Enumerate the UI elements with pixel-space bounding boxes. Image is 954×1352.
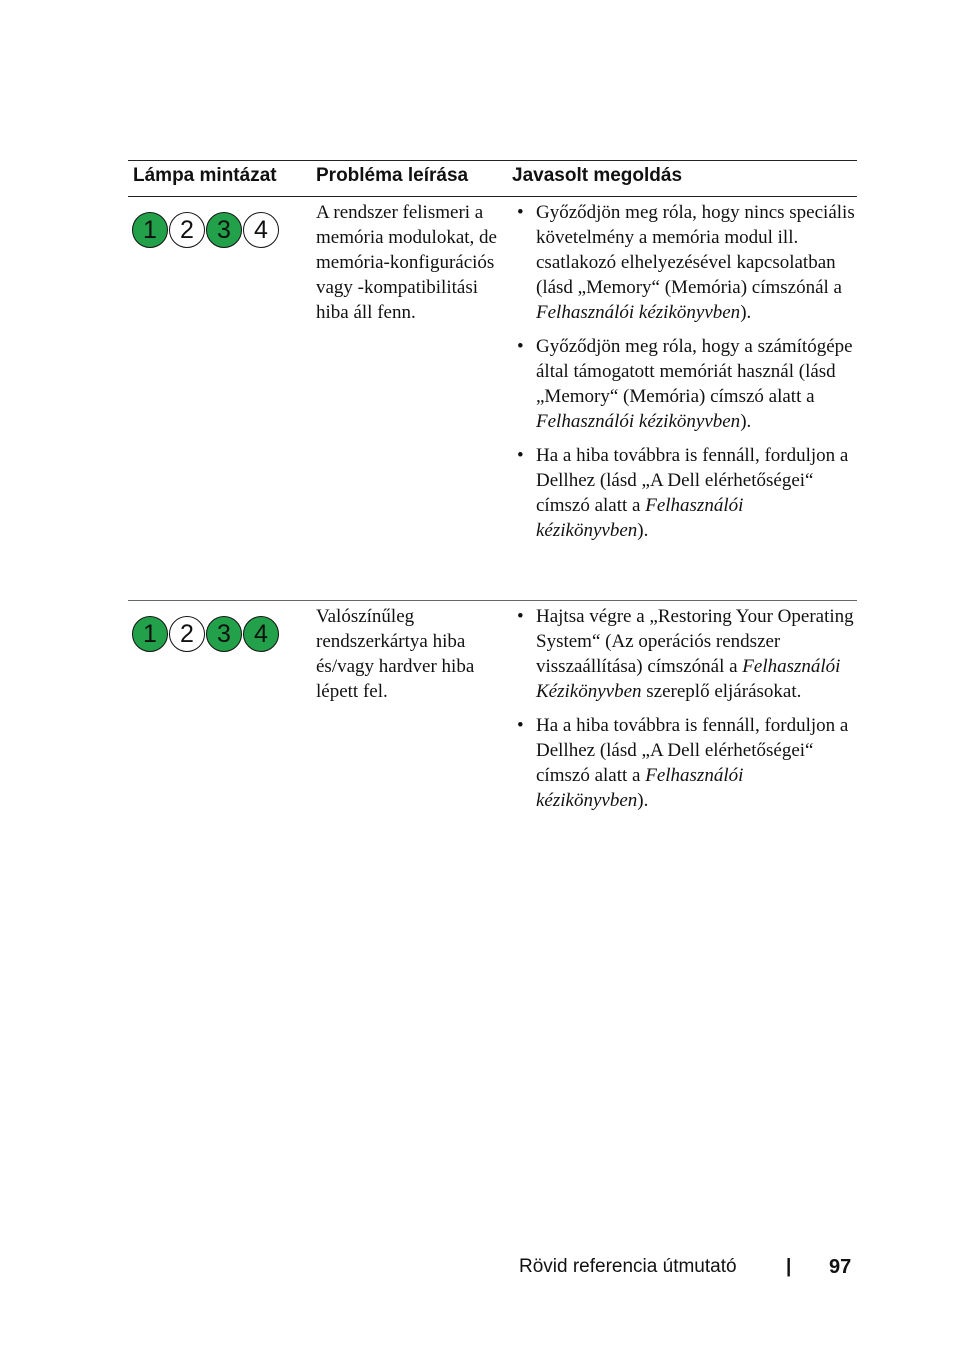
- problem-description: A rendszer felismeri a memória modulokat, de memória-konfigurációs vagy -kompatibilitási hiba áll fenn.: [316, 202, 497, 323]
- bullet-icon: •: [517, 606, 524, 627]
- header-problem-description: Probléma leírása: [316, 165, 469, 186]
- diagnostic-light-2-icon: 2: [169, 616, 205, 652]
- footer-separator: |: [786, 1256, 792, 1277]
- solution-item: • Győződjön meg róla, hogy nincs speciális követelmény a memória modul ill. csatlakozó elhelyezésével kapcsolatban (lásd „Memory“ (Memória) címszónál a Felhasználói kézikönyvben).: [517, 202, 855, 323]
- diagnostic-light-3-icon: 3: [206, 212, 242, 248]
- solution-item: • Ha a hiba továbbra is fennáll, forduljon a Dellhez (lásd „A Dell elérhetőségei“ címszó alatt a Felhasználói kézikönyvben).: [517, 715, 849, 811]
- solution-item: • Ha a hiba továbbra is fennáll, forduljon a Dellhez (lásd „A Dell elérhetőségei“ címszó alatt a Felhasználói kézikönyvben).: [517, 445, 849, 541]
- diagnostic-light-1-icon: 1: [132, 616, 168, 652]
- solution-list: [517, 604, 857, 822]
- header-rule: [128, 196, 857, 197]
- solution-item: • Győződjön meg róla, hogy a számítógépe által támogatott memóriát használ (lásd „Memory“ (Memória) címszó alatt a Felhasználói kézikönyvben).: [517, 336, 853, 432]
- diagnostic-light-4-icon: 4: [243, 616, 279, 652]
- diagnostic-light-1-icon: 1: [132, 212, 168, 248]
- bullet-icon: •: [517, 715, 524, 736]
- header-suggested-solution: Javasolt megoldás: [512, 165, 683, 186]
- lamp-pattern: [132, 616, 279, 652]
- bullet-icon: •: [517, 202, 524, 223]
- row-divider: [128, 600, 857, 601]
- diagnostic-light-2-icon: 2: [169, 212, 205, 248]
- bullet-icon: •: [517, 336, 524, 357]
- diagnostic-light-4-icon: 4: [243, 212, 279, 248]
- lamp-pattern: [132, 212, 279, 248]
- footer-title: Rövid referencia útmutató: [519, 1256, 737, 1277]
- header-lamp-pattern: Lámpa mintázat: [133, 165, 277, 186]
- problem-description: Valószínűleg rendszerkártya hiba és/vagy hardver hiba lépett fel.: [316, 606, 475, 702]
- solution-item: • Hajtsa végre a „Restoring Your Operating System“ (Az operációs rendszer visszaállítása) címszónál a Felhasználói Kézikönyvben szereplő eljárásokat.: [517, 606, 854, 702]
- diagnostic-light-3-icon: 3: [206, 616, 242, 652]
- bullet-icon: •: [517, 445, 524, 466]
- table-top-rule: [128, 160, 857, 161]
- solution-list: [517, 200, 857, 552]
- page-number: 97: [829, 1256, 852, 1278]
